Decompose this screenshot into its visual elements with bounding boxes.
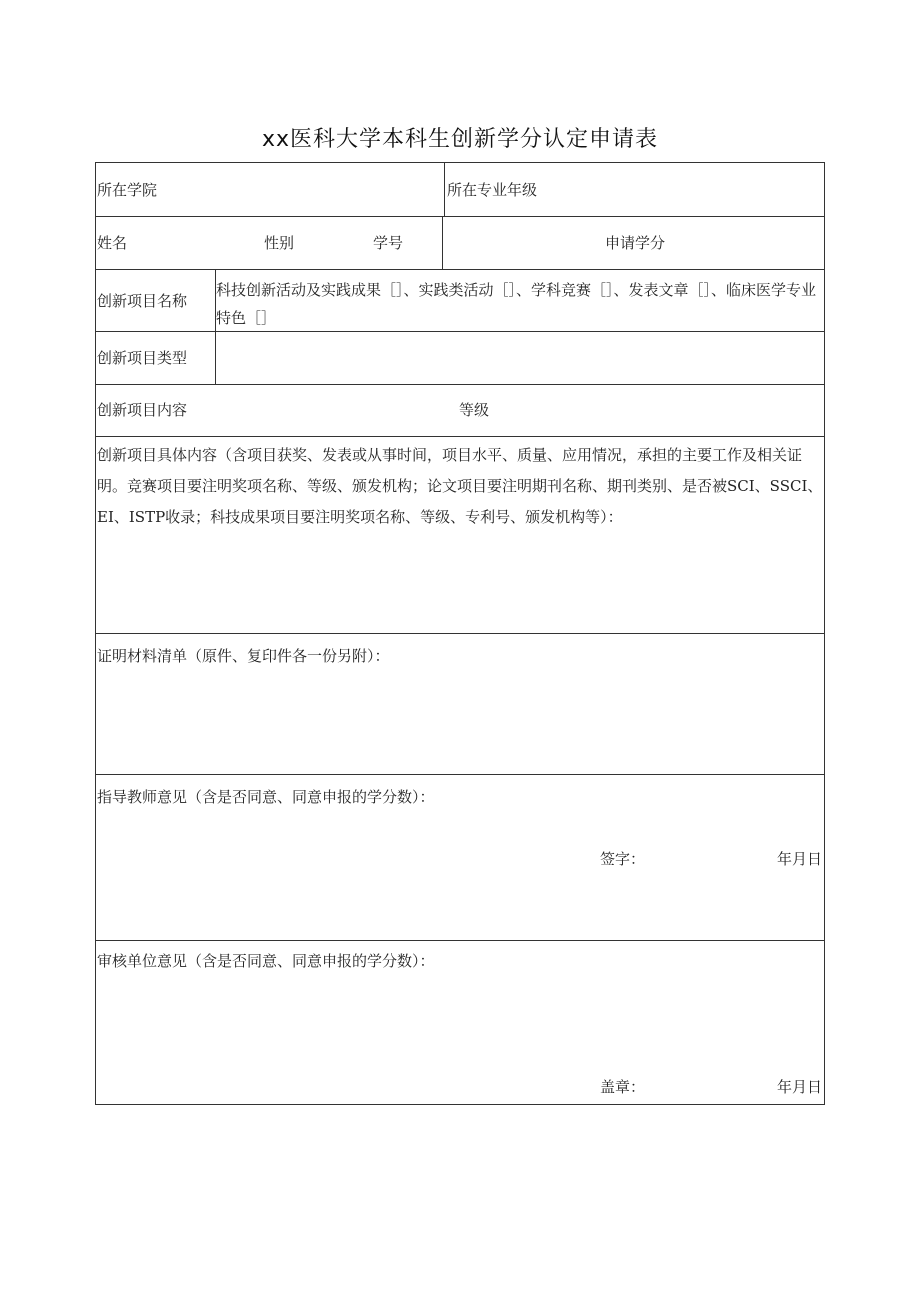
- row-divider: [95, 774, 825, 775]
- level-label: 等级: [459, 401, 490, 419]
- column-divider: [444, 162, 445, 216]
- signature-label: 签字：: [600, 850, 646, 868]
- credit-label: 申请学分: [605, 234, 666, 252]
- student-id-label: 学号: [373, 234, 404, 252]
- evidence-list-label: 证明材料清单（原件、复印件各一份另附）：: [97, 647, 390, 665]
- project-content-label: 创新项目内容: [97, 401, 188, 419]
- advisor-date-label: 年月日: [777, 850, 823, 868]
- project-name-label: 创新项目名称: [97, 292, 188, 310]
- name-label: 姓名: [97, 234, 128, 252]
- project-details-instructions: 创新项目具体内容（含项目获奖、发表或从事时间，项目水平、质量、应用情况，承担的主要工作及相关证明。竞赛项目要注明奖项名称、等级、颁发机构；论文项目要注明期刊名称、期刊类别、是否被SCI、SSCI、EI、ISTP收录；科技成果项目要注明奖项名称、等级、专利号、颁发机构等）：: [97, 446, 823, 526]
- gender-label: 性别: [264, 234, 295, 252]
- project-type-label: 创新项目类型: [97, 349, 188, 367]
- college-label: 所在学院: [97, 181, 158, 199]
- major-grade-label: 所在专业年级: [447, 181, 538, 199]
- column-divider: [442, 216, 443, 269]
- row-divider: [95, 633, 825, 634]
- review-date-label: 年月日: [777, 1078, 823, 1096]
- project-category-options: 科技创新活动及实践成果［］、实践类活动［］、学科竞赛［］、发表文章［］、临床医学专业特色［］: [216, 281, 817, 327]
- seal-label: 盖章：: [600, 1078, 646, 1096]
- row-divider: [95, 384, 825, 385]
- advisor-opinion-label: 指导教师意见（含是否同意、同意申报的学分数）：: [97, 788, 435, 806]
- form-title: xx医科大学本科生创新学分认定申请表: [261, 127, 659, 152]
- row-divider: [95, 269, 825, 270]
- review-opinion-label: 审核单位意见（含是否同意、同意申报的学分数）：: [97, 952, 435, 970]
- row-divider: [95, 940, 825, 941]
- row-divider: [95, 216, 825, 217]
- row-divider: [95, 436, 825, 437]
